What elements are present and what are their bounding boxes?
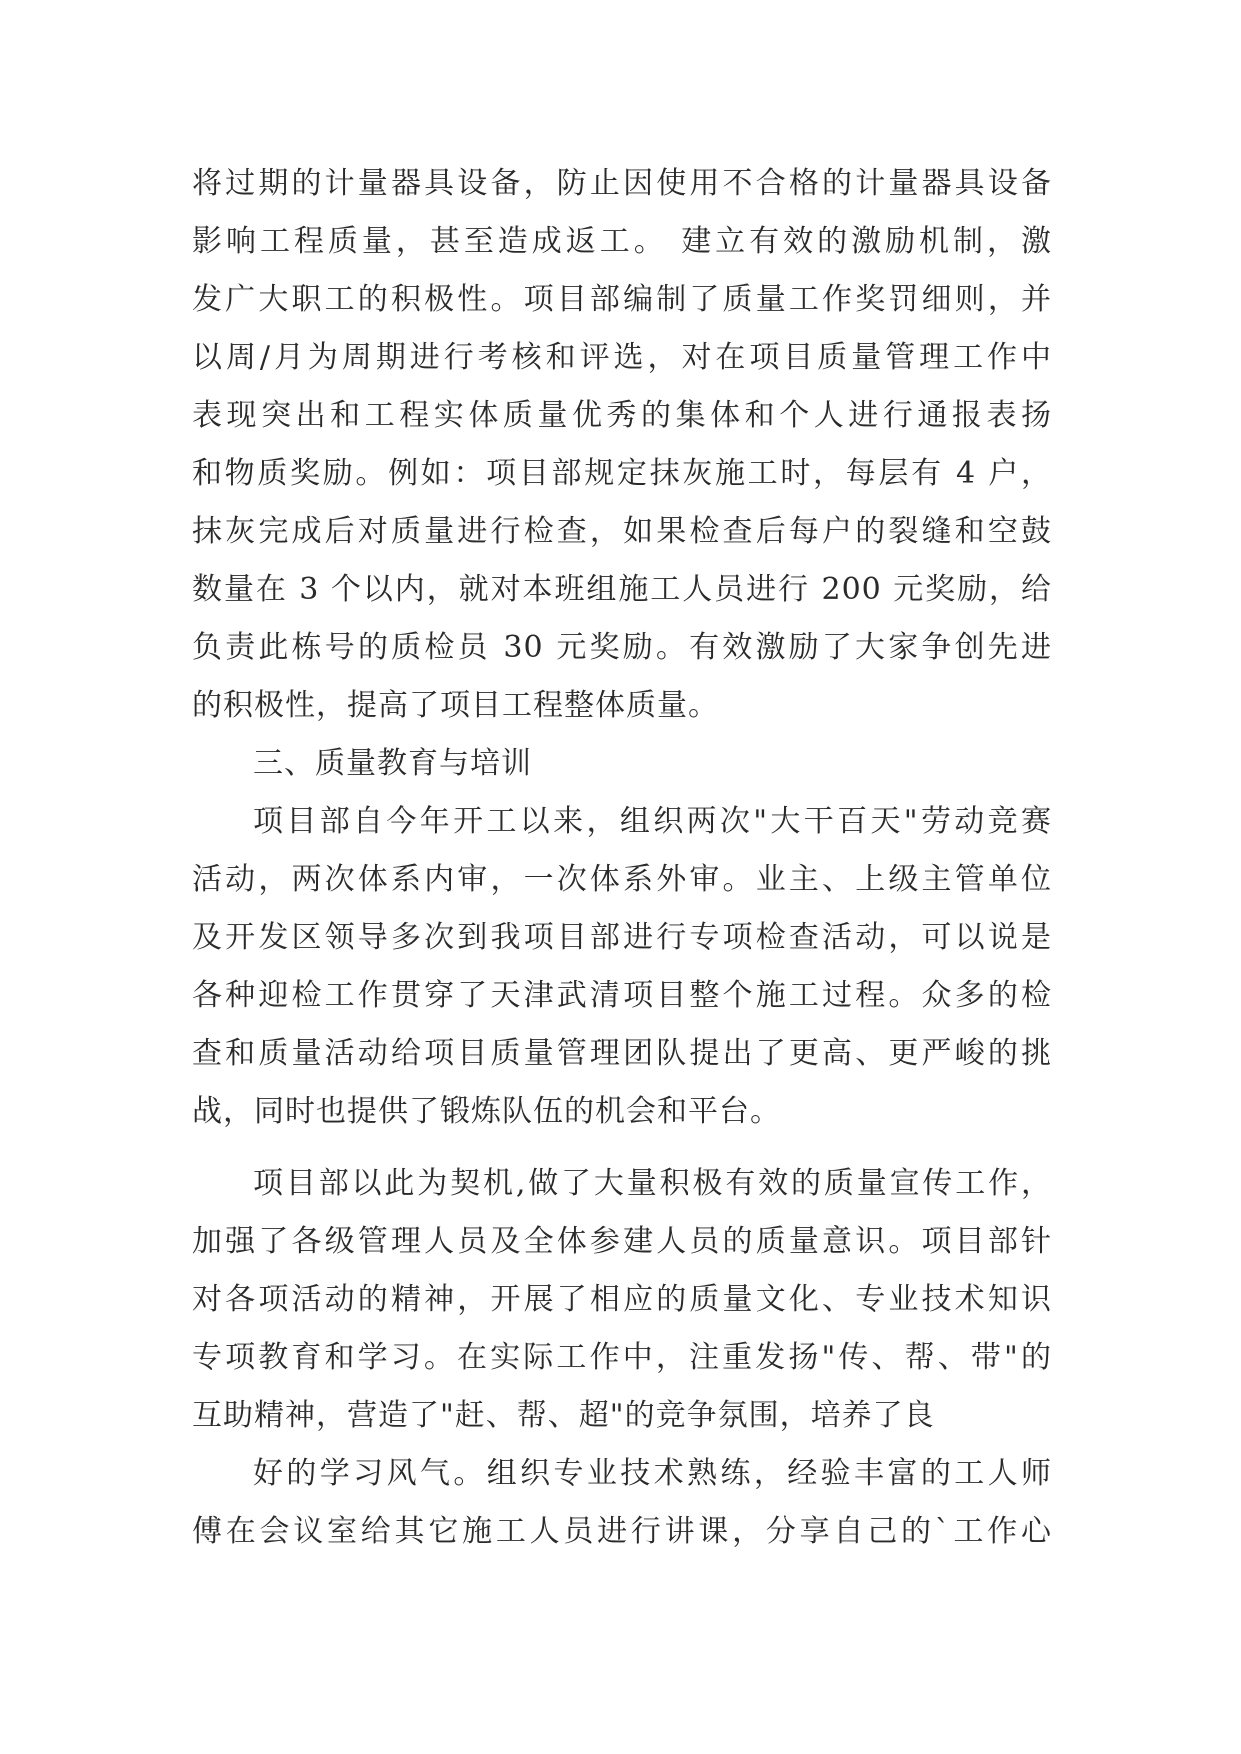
text-line: 抹灰完成后对质量进行检查，如果检查后每户的裂缝和空鼓 <box>192 514 1052 549</box>
paragraph-gap <box>192 1141 1052 1155</box>
text-line: 数量在 3 个以内，就对本班组施工人员进行 200 元奖励，给 <box>192 572 1052 607</box>
paragraph-publicity <box>192 1155 1052 1445</box>
text-line: 专项教育和学习。在实际工作中，注重发扬"传、帮、带"的 <box>192 1340 1052 1375</box>
paragraph-training <box>192 1445 1052 1561</box>
section-heading: 三、质量教育与培训 <box>253 746 532 781</box>
text-line: 影响工程质量，甚至造成返工。 建立有效的激励机制，激 <box>192 224 1052 259</box>
text-line: 以周/月为周期进行考核和评选，对在项目质量管理工作中 <box>192 340 1052 375</box>
text-line: 加强了各级管理人员及全体参建人员的质量意识。项目部针 <box>192 1224 1052 1259</box>
text-line: 发广大职工的积极性。项目部编制了质量工作奖罚细则，并 <box>192 282 1052 317</box>
text-line: 项目部以此为契机,做了大量积极有效的质量宣传工作， <box>253 1166 1052 1201</box>
paragraph-incentive <box>192 155 1052 735</box>
text-line: 负责此栋号的质检员 30 元奖励。有效激励了大家争创先进 <box>192 630 1052 665</box>
text-line: 查和质量活动给项目质量管理团队提出了更高、更严峻的挑 <box>192 1036 1052 1071</box>
text-line: 战，同时也提供了锻炼队伍的机会和平台。 <box>192 1094 781 1129</box>
document-body <box>192 155 1052 1561</box>
text-line: 好的学习风气。组织专业技术熟练，经验丰富的工人师 <box>253 1456 1052 1491</box>
text-line: 将过期的计量器具设备，防止因使用不合格的计量器具设备 <box>192 166 1052 201</box>
text-line: 活动，两次体系内审，一次体系外审。业主、上级主管单位 <box>192 862 1052 897</box>
text-line: 和物质奖励。例如：项目部规定抹灰施工时，每层有 4 户， <box>192 456 1052 491</box>
text-line: 及开发区领导多次到我项目部进行专项检查活动，可以说是 <box>192 920 1052 955</box>
text-line: 互助精神，营造了"赶、帮、超"的竞争氛围，培养了良 <box>192 1398 935 1433</box>
text-line: 项目部自今年开工以来，组织两次"大干百天"劳动竞赛 <box>253 804 1052 839</box>
text-line: 对各项活动的精神，开展了相应的质量文化、专业技术知识 <box>192 1282 1052 1317</box>
text-line: 傅在会议室给其它施工人员进行讲课，分享自己的`工作心 <box>192 1514 1052 1549</box>
text-line: 表现突出和工程实体质量优秀的集体和个人进行通报表扬 <box>192 398 1052 433</box>
paragraph-activities <box>192 793 1052 1141</box>
text-line: 的积极性，提高了项目工程整体质量。 <box>192 688 719 723</box>
text-line: 各种迎检工作贯穿了天津武清项目整个施工过程。众多的检 <box>192 978 1052 1013</box>
